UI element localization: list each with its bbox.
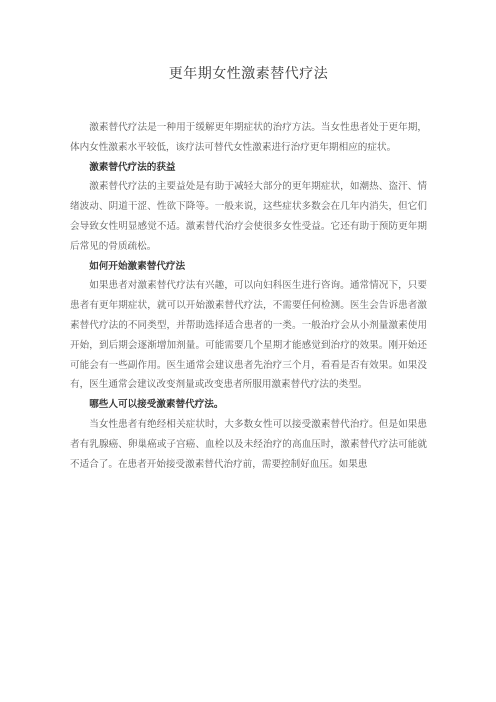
section-paragraph-who-can-receive: 当女性患者有绝经相关症状时，大多数女性可以接受激素替代治疗。但是如果患者有乳腺癌、卵巢癌或子宫癌、血栓以及未经治疗的高血压时，激素替代疗法可能就不适合了。在患者开始接受激素替代治疗前，需要控制好血压。如果患 [70, 418, 427, 470]
intro-paragraph: 激素替代疗法是一种用于缓解更年期症状的治疗方法。当女性患者处于更年期，体内女性激素水平较低，该疗法可替代女性激素进行治疗更年期相应的症状。 [70, 122, 427, 153]
section-heading-benefits: 激素替代疗法的获益 [89, 161, 176, 173]
section-heading-how-to-start: 如何开始激素替代疗法 [89, 260, 186, 272]
section-paragraph-how-to-start: 如果患者对激素替代疗法有兴趣，可以向妇科医生进行咨询。通常情况下，只要患者有更年期症状，就可以开始激素替代疗法，不需要任何检测。医生会告诉患者激素替代疗法的不同类型，并帮助选择适合患者的一类。一般治疗会从小剂量激素使用开始，到后期会逐渐增加剂量。可能需要几个星期才能感觉到治疗的效果。刚开始还可能会有一些副作用。医生通常会建议患者先治疗三个月，看看是否有效果。如果没有，医生通常会建议改变剂量或改变患者所服用激素替代疗法的类型。 [70, 280, 427, 391]
document-body [70, 118, 427, 474]
section-heading-who-can-receive: 哪些人可以接受激素替代疗法。 [89, 399, 224, 411]
section-paragraph-benefits: 激素替代疗法的主要益处是有助于减轻大部分的更年期症状，如潮热、盗汗、情绪波动、阴道干涩、性欲下降等。一般来说，这些症状多数会在几年内消失，但它们会导致女性明显感觉不适。激素替代治疗会使很多女性受益。它还有助于预防更年期后常见的骨质疏松。 [70, 181, 427, 252]
document-title: 更年期女性激素替代疗法 [168, 66, 329, 82]
